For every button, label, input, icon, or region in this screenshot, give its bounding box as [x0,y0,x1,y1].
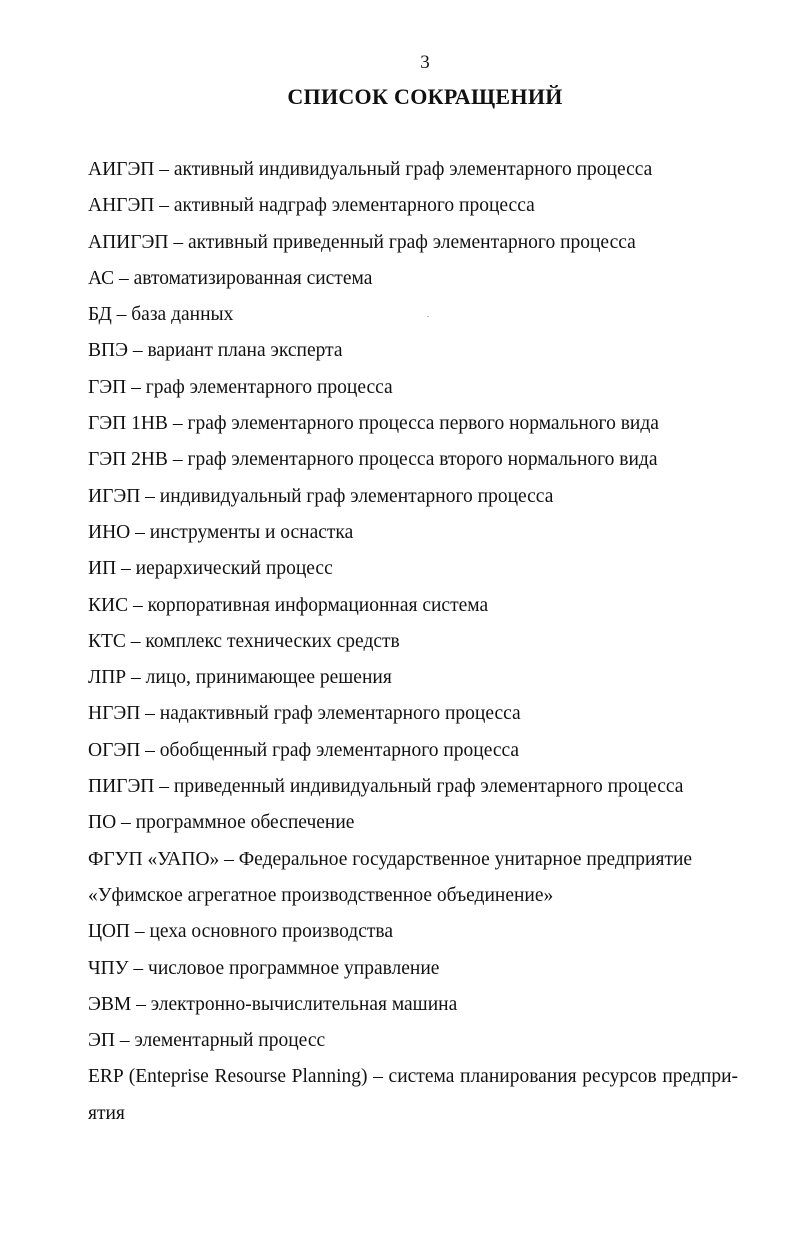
abbreviation-item: ИП – иерархический процесс [88,558,333,580]
abbreviation-item: АИГЭП – активный индивидуальный граф элементарного процесса [88,159,653,180]
abbreviation-item: БД – база данных [88,304,234,326]
abbreviation-item: ЭВМ – электронно-вычислительная машина [88,993,458,1015]
abbreviation-item: ЛПР – лицо, принимающее решения [88,667,392,689]
abbreviation-item: ГЭП 1НВ – граф элементарного процесса первого нормального вида [88,413,659,435]
abbreviation-item-continuation: «Уфимское агрегатное производственное объединение» [88,884,554,906]
abbreviation-item: ИГЭП – индивидуальный граф элементарного процесса [88,485,554,507]
abbreviation-item: ПО – программное обеспечение [88,812,355,834]
abbreviation-item: ERP (Enteprise Resourse Planning) – система планирования ресурсов предпри- [88,1066,738,1088]
page-number: 3 [420,52,430,73]
abbreviation-item: АС – автоматизированная система [88,267,373,289]
abbreviation-item: КИС – корпоративная информационная система [88,594,489,616]
abbreviation-item: ВПЭ – вариант плана эксперта [88,340,343,362]
abbreviation-item: ИНО – инструменты и оснастка [88,521,354,543]
abbreviation-item: ЧПУ – числовое программное управление [88,957,440,979]
abbreviation-item-continuation: ятия [88,1102,125,1124]
abbreviation-item: ГЭП – граф элементарного процесса [88,376,393,398]
abbreviation-list [88,155,748,1135]
abbreviation-item: ЭП – элементарный процесс [88,1030,326,1052]
abbreviation-item: ГЭП 2НВ – граф элементарного процесса второго нормального вида [88,449,658,471]
abbreviation-item: НГЭП – надактивный граф элементарного процесса [88,703,521,725]
page-title: СПИСОК СОКРАЩЕНИЙ [287,84,563,109]
abbreviation-item: АПИГЭП – активный приведенный граф элементарного процесса [88,231,636,253]
abbreviation-item: ФГУП «УАПО» – Федеральное государственное унитарное предприятие [88,848,693,870]
scan-speck [427,316,429,317]
abbreviation-item: АНГЭП – активный надграф элементарного процесса [88,195,535,217]
abbreviation-item: ПИГЭП – приведенный индивидуальный граф элементарного процесса [88,776,684,798]
abbreviation-item: ОГЭП – обобщенный граф элементарного процесса [88,739,520,761]
abbreviation-item: ЦОП – цеха основного производства [88,921,393,943]
abbreviation-item: КТС – комплекс технических средств [88,630,400,652]
